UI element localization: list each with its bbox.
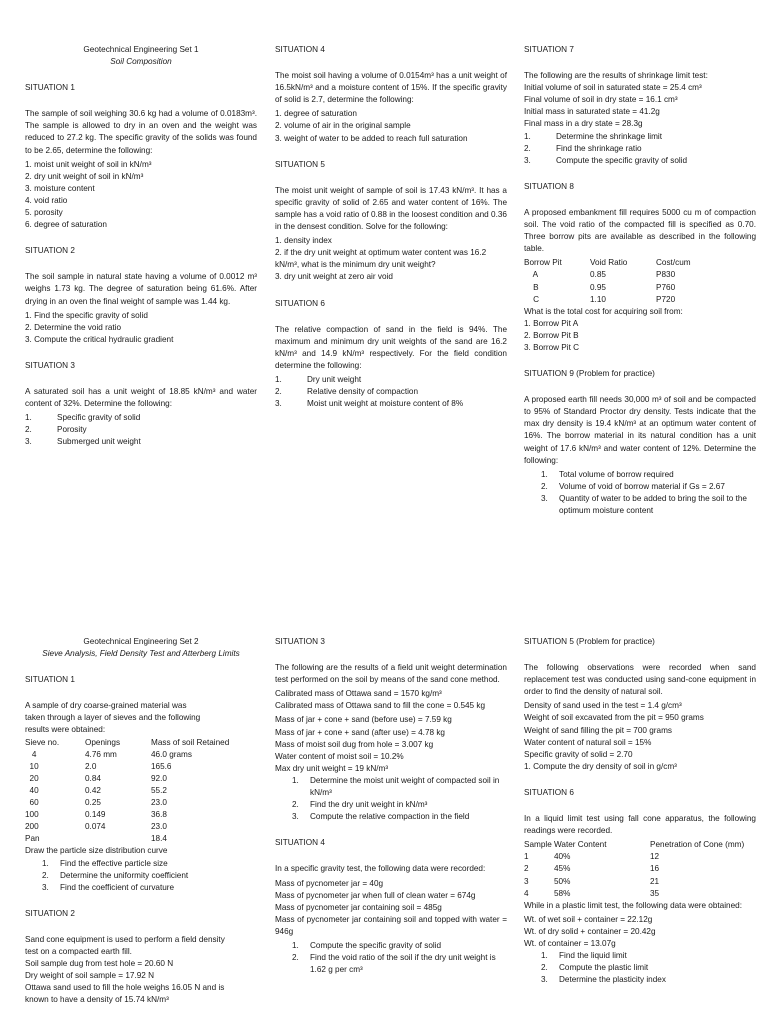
list-text: Specific gravity of solid — [57, 413, 141, 423]
text-line: results were obtained: — [25, 725, 106, 735]
situation — [25, 360, 257, 449]
list-text: Find the effective particle size — [60, 858, 168, 868]
set2-column-1 — [25, 636, 257, 1020]
paragraph: Calibrated mass of Ottawa sand to fill the cone = 0.545 kg — [275, 701, 486, 711]
list-item — [275, 940, 507, 952]
table-cell — [85, 833, 151, 845]
table-cell: 23.0 — [151, 822, 167, 832]
list-text: Compute the relative compaction in the field — [310, 812, 470, 822]
text-line: Mass of jar + cone + sand (before use) = 7.59 kg — [275, 715, 452, 725]
list-item — [524, 131, 756, 143]
table-cell: 58% — [554, 888, 571, 898]
set1-column-3 — [524, 44, 756, 531]
list-text: Find the coefficient of curvature — [60, 882, 175, 892]
paragraph: The soil sample in natural state having a volume of 0.0012 m³ weighs 1.73 kg. The degree of saturation being 61.6%. After drying in an oven the final weight of sample was 1.44 kg. — [25, 272, 257, 306]
list-number: 3. — [541, 975, 548, 985]
situation-heading: SITUATION 2 — [25, 246, 75, 256]
table-cell: 100 — [25, 810, 39, 820]
list-number: 1. — [524, 131, 531, 141]
table-row — [524, 863, 756, 875]
situation-heading: SITUATION 7 — [524, 45, 574, 54]
text-line: Calibrated mass of Ottawa sand = 1570 kg/m³ — [275, 689, 442, 699]
table-cell: 0.074 — [85, 822, 106, 832]
list-number: 3. — [275, 399, 282, 409]
table-row — [25, 821, 257, 833]
situation — [25, 674, 257, 894]
list-text: Porosity — [57, 425, 87, 435]
situation-heading: SITUATION 5 (Problem for practice) — [524, 637, 655, 646]
paragraph: The moist soil having a volume of 0.0154m³ has a unit weight of 16.5kN/m³ and a moisture content of 15%. If the specific gravity of solid is 2.7, determine the following: — [275, 71, 507, 105]
situation — [25, 245, 257, 346]
situation — [524, 44, 756, 167]
table-cell: 35 — [650, 888, 660, 898]
table-row — [25, 785, 257, 797]
list-number: 2. — [541, 963, 548, 973]
table-cell: Void Ratio — [590, 258, 628, 268]
text-line: 4. void ratio — [25, 195, 68, 205]
list-text: Find the liquid limit — [559, 951, 627, 961]
table-cell: 0.42 — [85, 785, 101, 795]
situation — [524, 368, 756, 517]
text-line: 1. density index — [275, 236, 332, 246]
text-line: 1. Find the specific gravity of solid — [25, 310, 148, 320]
table-cell: 50% — [554, 876, 571, 886]
list-number: 3. — [25, 437, 32, 447]
situation-heading: SITUATION 4 — [275, 838, 325, 848]
list-item — [524, 155, 756, 167]
text-line: 2. dry unit weight of soil in kN/m³ — [25, 171, 144, 181]
list-text: Submerged unit weight — [57, 437, 141, 447]
text-line: 1. degree of saturation — [275, 109, 357, 119]
list-number: 1. — [275, 374, 282, 384]
text-line: Max dry unit weight = 19 kN/m³ — [275, 763, 389, 773]
table-header-row — [25, 737, 257, 749]
list-item — [524, 469, 756, 481]
paragraph: The following observations were recorded when sand replacement test was conducted using sand-cone equipment in order to find the density of natural soil. — [524, 663, 756, 697]
list-number: 3. — [524, 155, 531, 165]
situation-heading: SITUATION 1 — [25, 83, 75, 93]
situation-heading: SITUATION 3 — [275, 637, 325, 646]
table-cell: 40% — [554, 852, 571, 862]
list-item — [25, 870, 257, 882]
table-row — [25, 773, 257, 785]
list-number: 2. — [292, 953, 299, 963]
list-item — [275, 398, 507, 410]
text-line: known to have a density of 15.74 kN/m³ — [25, 995, 169, 1005]
paragraph: A saturated soil has a unit weight of 18.85 kN/m³ and water content of 32%. Determine the following: — [25, 386, 257, 409]
table-header-row — [524, 839, 756, 851]
list-item — [275, 374, 507, 386]
table-cell: 1 — [524, 852, 529, 862]
text-line: Mass of jar + cone + sand (after use) = 4.78 kg — [275, 727, 445, 737]
situation — [275, 837, 507, 976]
set-title: Geotechnical Engineering Set 2 — [83, 637, 199, 646]
list-item — [524, 481, 756, 493]
text-line: taken through a layer of sieves and the following — [25, 713, 201, 723]
table-cell: P720 — [656, 294, 676, 304]
table-header-row — [524, 257, 756, 269]
situation — [25, 908, 257, 1007]
text-line: Specific gravity of solid = 2.70 — [524, 749, 633, 759]
paragraph: In a specific gravity test, the following data were recorded: — [275, 864, 486, 874]
text-line: 1. Borrow Pit A — [524, 318, 579, 328]
set1-column-2 — [275, 44, 507, 424]
list-number: 2. — [25, 425, 32, 435]
set-subtitle: Sieve Analysis, Field Density Test and Atterberg Limits — [42, 649, 240, 659]
table-row — [524, 851, 756, 863]
paragraph: Mass of pycnometer jar containing soil and topped with water = 946g — [275, 914, 507, 936]
situation-heading: SITUATION 1 — [25, 675, 75, 685]
list-number: 1. — [292, 775, 299, 785]
list-text: Compute the specific gravity of solid — [556, 155, 688, 165]
table-cell: 2.0 — [85, 761, 97, 771]
list-item — [524, 962, 756, 974]
situation — [524, 636, 756, 773]
list-item — [25, 436, 257, 448]
set-title: Geotechnical Engineering Set 1 — [83, 45, 199, 54]
table-cell: 1.10 — [590, 294, 606, 304]
text-line: Final mass in a dry state = 28.3g — [524, 119, 643, 129]
list-text: Total volume of borrow required — [559, 469, 674, 479]
text-line: Dry weight of soil sample = 17.92 N — [25, 971, 155, 981]
situation — [275, 44, 507, 145]
list-number: 2. — [42, 870, 49, 880]
situation-heading: SITUATION 8 — [524, 181, 574, 191]
table-cell: 0.149 — [85, 810, 106, 820]
table-cell: 18.4 — [151, 834, 167, 844]
paragraph: The sample of soil weighing 30.6 kg had a volume of 0.0183m³. The sample is allowed to dry in an oven and the weight was reduced to 27.2 kg. The specific gravity of the solids was found to be 2.65, determine the following: — [25, 109, 257, 155]
table-cell: Openings — [85, 737, 121, 747]
data-table — [25, 737, 257, 846]
text-line: 3. Compute the critical hydraulic gradient — [25, 334, 174, 344]
data-table — [524, 839, 756, 899]
data-table — [524, 257, 756, 305]
table-cell: 45% — [554, 864, 571, 874]
text-line: 2. volume of air in the original sample — [275, 121, 411, 131]
table-row — [524, 282, 756, 294]
table-cell: 4 — [25, 749, 37, 759]
text-line: Sand cone equipment is used to perform a field density — [25, 934, 225, 944]
list-number: 2. — [292, 800, 299, 810]
table-row — [25, 761, 257, 773]
table-row — [524, 876, 756, 888]
table-cell: 55.2 — [151, 785, 167, 795]
table-row — [25, 833, 257, 845]
table-row — [524, 888, 756, 900]
text-line: 1. Compute the dry density of soil in g/cm³ — [524, 761, 677, 771]
table-cell: 0.85 — [590, 270, 606, 280]
list-item — [524, 493, 756, 517]
table-row — [25, 749, 257, 761]
text-line: 2. Determine the void ratio — [25, 322, 122, 332]
text-line: 2. Borrow Pit B — [524, 330, 579, 340]
text-line: Wt. of dry solid + container = 20.42g — [524, 926, 656, 936]
situation — [275, 636, 507, 823]
table-cell: 10 — [25, 761, 39, 771]
list-item — [275, 811, 507, 823]
list-text: Quantity of water to be added to bring the soil to the optimum moisture content — [559, 493, 747, 515]
table-cell: 0.95 — [590, 282, 606, 292]
list-text: Find the void ratio of the soil if the dry unit weight is 1.62 g per cm³ — [310, 953, 496, 975]
situation — [524, 181, 756, 354]
list-item — [275, 775, 507, 799]
table-cell: Mass of soil Retained — [151, 737, 230, 747]
list-text: Find the shrinkage ratio — [556, 143, 642, 153]
text-line: 3. moisture content — [25, 183, 95, 193]
list-text: Dry unit weight — [307, 374, 362, 384]
set2-column-3 — [524, 636, 756, 1000]
list-text: Determine the shrinkage limit — [556, 131, 663, 141]
text-line: Draw the particle size distribution curve — [25, 846, 168, 856]
situation-heading: SITUATION 4 — [275, 45, 325, 54]
situation-heading: SITUATION 2 — [25, 908, 75, 918]
paragraph: The following are the results of a field unit weight determination test performed on the soil by means of the sand cone method. — [275, 663, 507, 685]
table-cell: 16 — [650, 864, 660, 874]
list-text: Compute the plastic limit — [559, 963, 649, 973]
set-subtitle: Soil Composition — [110, 57, 172, 67]
paragraph: The moist unit weight of sample of soil is 17.43 kN/m³. It has a specific gravity of solid of 2.65 and water content of 16%. The sample has a void ratio of 0.88 in the loosest condition and 0.36 in the densest condition. Solve for the following: — [275, 185, 507, 232]
situation-heading: SITUATION 6 — [524, 787, 574, 797]
list-number: 2. — [524, 143, 531, 153]
list-text: Moist unit weight at moisture content of 8% — [307, 399, 464, 409]
text-line: 3. dry unit weight at zero air void — [275, 272, 393, 282]
text-line: Wt. of wet soil + container = 22.12g — [524, 914, 653, 924]
list-text: Determine the plasticity index — [559, 975, 666, 985]
table-cell: 36.8 — [151, 810, 167, 820]
paragraph: While in a plastic limit test, the following data were obtained: — [524, 900, 742, 910]
text-line: Final volume of soil in dry state = 16.1 cm³ — [524, 95, 678, 105]
table-cell: Water Content — [554, 840, 607, 850]
situation-heading: SITUATION 6 — [275, 298, 325, 308]
table-cell: 60 — [25, 798, 39, 808]
table-cell: Borrow Pit — [524, 258, 562, 268]
table-cell: 4 — [524, 888, 529, 898]
list-number: 2. — [275, 387, 282, 397]
table-cell: P760 — [656, 282, 676, 292]
table-cell: Cost/cum — [656, 258, 691, 268]
table-cell: Sieve no. — [25, 737, 60, 747]
table-row — [524, 294, 756, 306]
list-item — [275, 799, 507, 811]
table-cell: 23.0 — [151, 798, 167, 808]
table-cell: 3 — [524, 876, 529, 886]
table-row — [524, 269, 756, 281]
list-item — [524, 143, 756, 155]
text-line: Mass of pycnometer jar = 40g — [275, 878, 384, 888]
text-line: A sample of dry coarse-grained material was — [25, 701, 187, 711]
list-number: 3. — [292, 812, 299, 822]
text-line: Soil sample dug from test hole = 20.60 N — [25, 959, 174, 969]
text-line: 6. degree of saturation — [25, 220, 107, 230]
list-item — [524, 950, 756, 962]
set2-column-2 — [275, 636, 507, 990]
situation-heading: SITUATION 9 (Problem for practice) — [524, 369, 655, 379]
list-number: 3. — [42, 882, 49, 892]
text-line: 2. if the dry unit weight at optimum water content was 16.2 kN/m³, what is the minimum dry unit weight? — [275, 248, 487, 270]
list-text: Find the dry unit weight in kN/m³ — [310, 800, 428, 810]
table-cell: 46.0 grams — [151, 749, 192, 759]
list-text: Compute the specific gravity of solid — [310, 940, 442, 950]
situation-heading: SITUATION 3 — [25, 360, 75, 370]
table-cell: 4.76 mm — [85, 749, 117, 759]
table-cell: 0.84 — [85, 773, 101, 783]
list-number: 1. — [541, 469, 548, 479]
table-cell: 0.25 — [85, 798, 101, 808]
list-text: Relative density of compaction — [307, 387, 419, 397]
text-line: Mass of pycnometer jar when full of clean water = 674g — [275, 890, 476, 900]
set1-column-1 — [25, 44, 257, 462]
text-line: 3. weight of water to be added to reach full saturation — [275, 133, 468, 143]
text-line: Water content of moist soil = 10.2% — [275, 751, 404, 761]
table-cell: Penetration of Cone (mm) — [650, 840, 745, 850]
table-cell: B — [524, 282, 539, 292]
text-line: Initial volume of soil in saturated state = 25.4 cm³ — [524, 83, 702, 93]
list-number: 3. — [541, 493, 548, 503]
table-cell: 92.0 — [151, 773, 167, 783]
text-line: Weight of sand filling the pit = 700 grams — [524, 725, 672, 735]
text-line: Mass of moist soil dug from hole = 3.007 kg — [275, 739, 434, 749]
list-text: Determine the uniformity coefficient — [60, 870, 189, 880]
paragraph: The relative compaction of sand in the field is 94%. The maximum and minimum dry unit weights of the sand are 16.2 kN/m³ and 14.9 kN/m³ respectively. For the field condition determine the following: — [275, 324, 507, 370]
table-cell: 200 — [25, 822, 39, 832]
list-number: 1. — [292, 940, 299, 950]
list-number: 1. — [541, 951, 548, 961]
text-line: Density of sand used in the test = 1.4 g/cm³ — [524, 701, 682, 711]
table-cell: Sample — [524, 840, 552, 850]
text-line: 3. Borrow Pit C — [524, 342, 580, 352]
text-line: test on a compacted earth fill. — [25, 946, 132, 956]
list-item — [25, 858, 257, 870]
list-number: 1. — [25, 413, 32, 423]
situation — [25, 82, 257, 231]
table-row — [25, 797, 257, 809]
text-line: Ottawa sand used to fill the hole weighs 16.05 N and is — [25, 983, 225, 993]
text-line: Initial mass in saturated state = 41.2g — [524, 107, 660, 117]
table-cell: 12 — [650, 852, 660, 862]
table-cell: 21 — [650, 876, 660, 886]
table-cell: C — [524, 294, 540, 304]
text-line: What is the total cost for acquiring soil from: — [524, 306, 683, 316]
table-cell: 40 — [25, 785, 39, 795]
text-line: Water content of natural soil = 15% — [524, 737, 652, 747]
list-number: 2. — [541, 481, 548, 491]
list-text: Volume of void of borrow material if Gs = 2.67 — [559, 481, 725, 491]
table-cell: Pan — [25, 834, 40, 844]
list-item — [275, 952, 507, 976]
paragraph: A proposed earth fill needs 30,000 m³ of soil and be compacted to 95% of Standard Proctor dry density. Tests indicate that the max dry density is 19.4 kN/m³ at an optimum water content of 16%. The borrow material in its natural condition has a unit weight of 17.6 kN/m³ and water content of 12%. Determine the following: — [524, 395, 756, 465]
situation — [275, 298, 507, 411]
table-cell: A — [524, 270, 539, 280]
paragraph: A proposed embankment fill requires 5000 cu m of compaction soil. The void ratio of the compacted fill is specified as 0.70. Three borrow pits are available as described in the following table. — [524, 207, 756, 254]
list-item — [275, 386, 507, 398]
list-text: Determine the moist unit weight of compacted soil in kN/m³ — [310, 775, 500, 798]
list-item — [25, 882, 257, 894]
text-line: The following are the results of shrinkage limit test: — [524, 71, 708, 81]
text-line: 1. moist unit weight of soil in kN/m³ — [25, 159, 152, 169]
list-number: 1. — [42, 858, 49, 868]
table-cell: 165.6 — [151, 761, 172, 771]
text-line: 5. porosity — [25, 208, 63, 218]
situation-heading: SITUATION 5 — [275, 159, 325, 169]
table-cell: 2 — [524, 864, 529, 874]
list-item — [25, 424, 257, 436]
text-line: Wt. of container = 13.07g — [524, 938, 616, 948]
list-item — [524, 974, 756, 986]
text-line: Weight of soil excavated from the pit = 950 grams — [524, 713, 704, 723]
table-cell: P830 — [656, 270, 676, 280]
paragraph: In a liquid limit test using fall cone apparatus, the following readings were recorded. — [524, 814, 756, 836]
text-line: Mass of pycnometer jar containing soil = 485g — [275, 902, 442, 912]
list-item — [25, 412, 257, 424]
situation — [275, 159, 507, 284]
table-row — [25, 809, 257, 821]
situation — [524, 787, 756, 986]
table-cell: 20 — [25, 773, 39, 783]
